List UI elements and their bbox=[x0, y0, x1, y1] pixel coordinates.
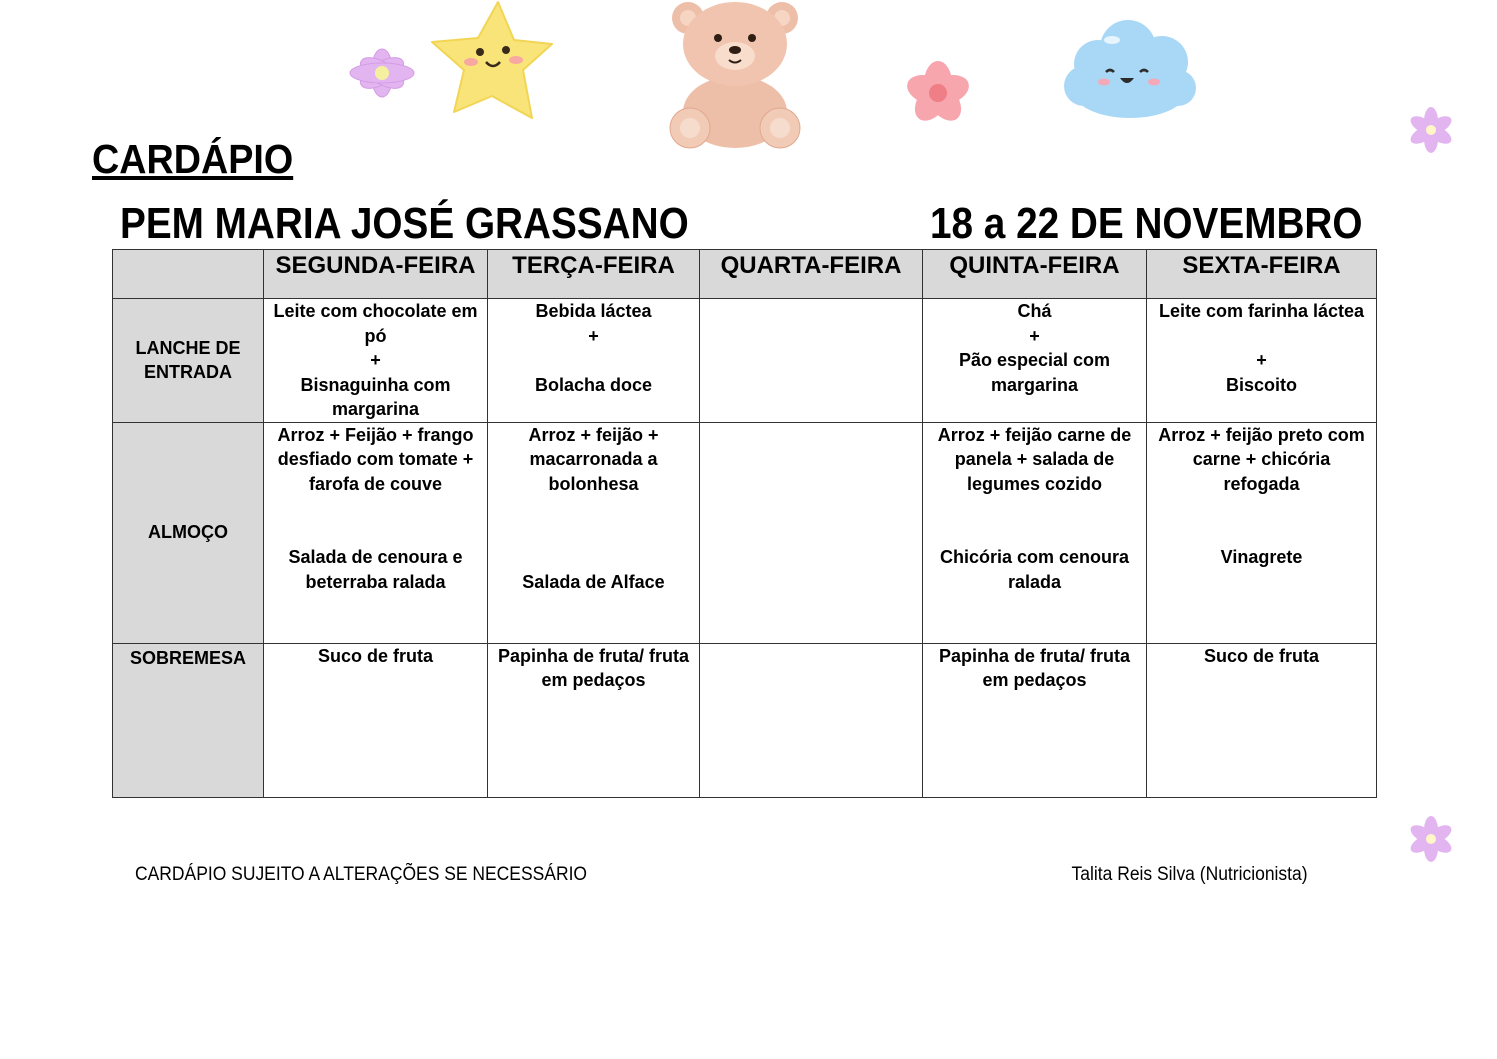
menu-cell bbox=[700, 643, 923, 797]
menu-cell bbox=[700, 299, 923, 423]
row-label-sobremesa bbox=[113, 643, 264, 797]
menu-cell bbox=[488, 422, 700, 643]
menu-cell bbox=[700, 422, 923, 643]
day-header: QUINTA-FEIRA bbox=[923, 250, 1147, 299]
star-icon bbox=[428, 0, 554, 122]
menu-cell bbox=[1147, 643, 1377, 797]
menu-table bbox=[112, 249, 1377, 798]
row-label-text: LANCHE DE ENTRADA bbox=[135, 337, 241, 383]
lilac-flower-small-icon bbox=[1404, 103, 1458, 157]
page-title: CARDÁPIO bbox=[92, 136, 294, 182]
school-name: PEM MARIA JOSÉ GRASSANO bbox=[120, 199, 689, 248]
menu-cell-text: Papinha de fruta/ fruta em pedaços bbox=[497, 645, 690, 690]
menu-cell-text: Chá + Pão especial com margarina bbox=[958, 301, 1111, 395]
menu-cell bbox=[1147, 422, 1377, 643]
menu-cell-text: Suco de fruta bbox=[317, 645, 433, 666]
day-header: TERÇA-FEIRA bbox=[488, 250, 700, 299]
lilac-flower-icon bbox=[337, 40, 427, 106]
teddy-bear-icon bbox=[668, 0, 802, 152]
table-row bbox=[113, 299, 1377, 423]
menu-disclaimer: CARDÁPIO SUJEITO A ALTERAÇÕES SE NECESSÁRIO bbox=[135, 864, 588, 885]
day-header: QUARTA-FEIRA bbox=[700, 250, 923, 299]
menu-cell-text: Arroz + feijão + macarronada a bolonhesa Salada de Alface bbox=[522, 424, 665, 592]
date-range: 18 a 22 DE NOVEMBRO bbox=[929, 199, 1362, 248]
menu-cell bbox=[1147, 299, 1377, 423]
menu-cell bbox=[923, 643, 1147, 797]
menu-cell-text: Papinha de fruta/ fruta em pedaços bbox=[938, 645, 1131, 690]
menu-cell bbox=[488, 299, 700, 423]
menu-cell-text: Bebida láctea + Bolacha doce bbox=[534, 301, 653, 395]
row-label-lanche bbox=[113, 299, 264, 423]
menu-cell bbox=[488, 643, 700, 797]
header-corner-cell bbox=[113, 250, 264, 299]
row-label-text: SOBREMESA bbox=[129, 647, 246, 668]
table-row bbox=[113, 422, 1377, 643]
day-header: SEGUNDA-FEIRA bbox=[264, 250, 488, 299]
menu-cell-text: Arroz + Feijão + frango desfiado com tomate + farofa de couve Salada de cenoura e beterraba ralada bbox=[277, 424, 474, 592]
menu-cell-text: Arroz + feijão preto com carne + chicória refogada Vinagrete bbox=[1158, 424, 1365, 567]
menu-cell bbox=[923, 422, 1147, 643]
row-label-text: ALMOÇO bbox=[148, 522, 228, 543]
menu-cell bbox=[923, 299, 1147, 423]
day-header: SEXTA-FEIRA bbox=[1147, 250, 1377, 299]
row-label-almoco bbox=[113, 422, 264, 643]
table-row bbox=[113, 643, 1377, 797]
menu-cell-text: Leite com farinha láctea + Biscoito bbox=[1158, 301, 1365, 395]
menu-cell-text: Arroz + feijão carne de panela + salada de legumes cozido Chicória com cenoura ralada bbox=[937, 424, 1132, 592]
menu-cell bbox=[264, 643, 488, 797]
cloud-icon bbox=[1062, 18, 1198, 122]
nutritionist-signature: Talita Reis Silva (Nutricionista) bbox=[1071, 864, 1308, 885]
menu-cell bbox=[264, 422, 488, 643]
lilac-flower-small-icon bbox=[1404, 812, 1458, 866]
menu-cell-text: Leite com chocolate em pó + Bisnaguinha com margarina bbox=[273, 301, 478, 419]
table-header-row bbox=[113, 250, 1377, 299]
pink-flower-icon bbox=[896, 60, 980, 126]
menu-cell bbox=[264, 299, 488, 423]
menu-cell-text: Suco de fruta bbox=[1203, 645, 1319, 666]
